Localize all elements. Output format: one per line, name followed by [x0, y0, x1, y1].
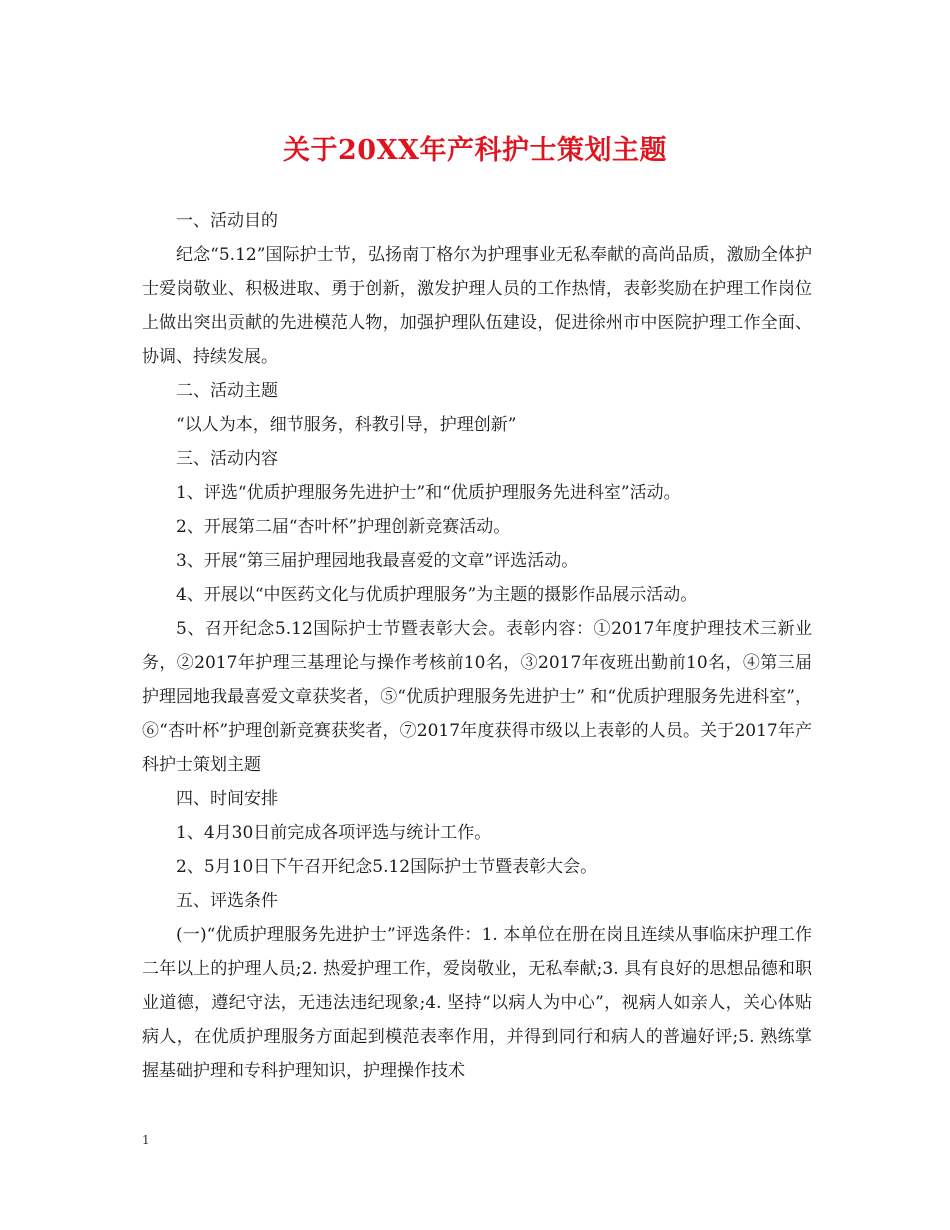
- content-item-5: 5、召开纪念5.12国际护士节暨表彰大会。表彰内容：①2017年度护理技术三新业务，②2017年护理三基理论与操作考核前10名，③2017年夜班出勤前10名，④第三届护理园地我最喜爱文章获奖者，⑤“优质护理服务先进护士” 和“优质护理服务先进科室”，⑥“杏叶杯”护理创新竞赛获奖者，⑦2017年度获得市级以上表彰的人员。关于2017年产科护士策划主题: [142, 619, 812, 775]
- paragraph-purpose: 纪念“5.12”国际护士节，弘扬南丁格尔为护理事业无私奉献的高尚品质，激励全体护士爱岗敬业、积极进取、勇于创新，激发护理人员的工作热情，表彰奖励在护理工作岗位上做出突出贡献的先进模范人物，加强护理队伍建设，促进徐州市中医院护理工作全面、协调、持续发展。: [142, 245, 812, 367]
- document-body: [142, 204, 812, 1088]
- heading-criteria: 五、评选条件: [176, 891, 278, 911]
- heading-content: 三、活动内容: [176, 449, 278, 469]
- schedule-item-1: 1、4月30日前完成各项评选与统计工作。: [176, 823, 492, 843]
- paragraph-theme: “以人为本，细节服务，科教引导，护理创新”: [176, 415, 517, 435]
- document-title: 关于20XX年产科护士策划主题: [283, 135, 667, 166]
- heading-purpose: 一、活动目的: [176, 211, 278, 231]
- content-item-1: 1、评选“优质护理服务先进护士”和“优质护理服务先进科室”活动。: [176, 483, 681, 503]
- content-item-4: 4、开展以“中医药文化与优质护理服务”为主题的摄影作品展示活动。: [176, 585, 698, 605]
- content-item-3: 3、开展“第三届护理园地我最喜爱的文章”评选活动。: [176, 551, 579, 571]
- schedule-item-2: 2、5月10日下午召开纪念5.12国际护士节暨表彰大会。: [176, 857, 598, 877]
- paragraph-criteria: (一)“优质护理服务先进护士”评选条件：1. 本单位在册在岗且连续从事临床护理工作二年以上的护理人员;2. 热爱护理工作，爱岗敬业，无私奉献;3. 具有良好的思想品德和职业道德，遵纪守法，无违法违纪现象;4. 坚持“以病人为中心”，视病人如亲人，关心体贴病人，在优质护理服务方面起到模范表率作用，并得到同行和病人的普遍好评;5. 熟练掌握基础护理和专科护理知识，护理操作技术: [142, 925, 812, 1081]
- page-number: 1: [142, 1133, 150, 1147]
- heading-theme: 二、活动主题: [176, 381, 278, 401]
- content-item-2: 2、开展第二届“杏叶杯”护理创新竞赛活动。: [176, 517, 511, 537]
- heading-schedule: 四、时间安排: [176, 789, 278, 809]
